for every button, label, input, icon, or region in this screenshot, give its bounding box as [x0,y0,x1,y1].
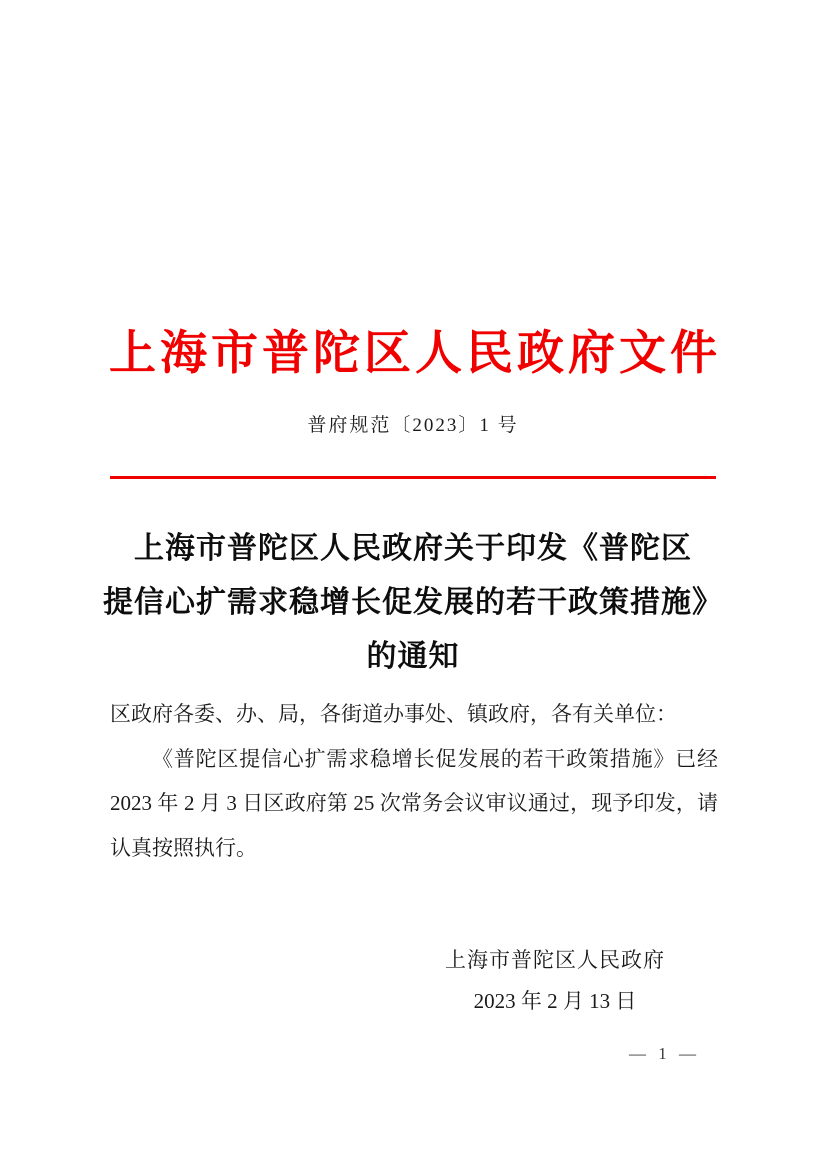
signature-date: 2023 年 2 月 13 日 [473,989,637,1013]
notice-title-line-3: 的通知 [366,640,460,673]
notice-title-line-2: 提信心扩需求稳增长促发展的若干政策措施》 [103,586,723,619]
salutation-line: 区政府各委、办、局，各街道办事处、镇政府，各有关单位： [110,702,677,726]
notice-title-line-1: 上海市普陀区人民政府关于印发《普陀区 [134,532,692,565]
notice-body [110,692,718,870]
letterhead-divider [110,476,716,479]
notice-title [54,522,772,684]
signature-block [445,940,665,1022]
document-number: 普府规范〔2023〕1 号 [307,415,519,436]
body-paragraph: 《普陀区提信心扩需求稳增长促发展的若干政策措施》已经 2023 年 2 月 3 日区政府第 25 次常务会议审议通过，现予印发，请认真按照执行。 [110,746,718,860]
signature-issuer: 上海市普陀区人民政府 [445,948,665,972]
page-number: — 1 — [629,1044,700,1063]
letterhead-title: 上海市普陀区人民政府文件 [109,328,721,380]
